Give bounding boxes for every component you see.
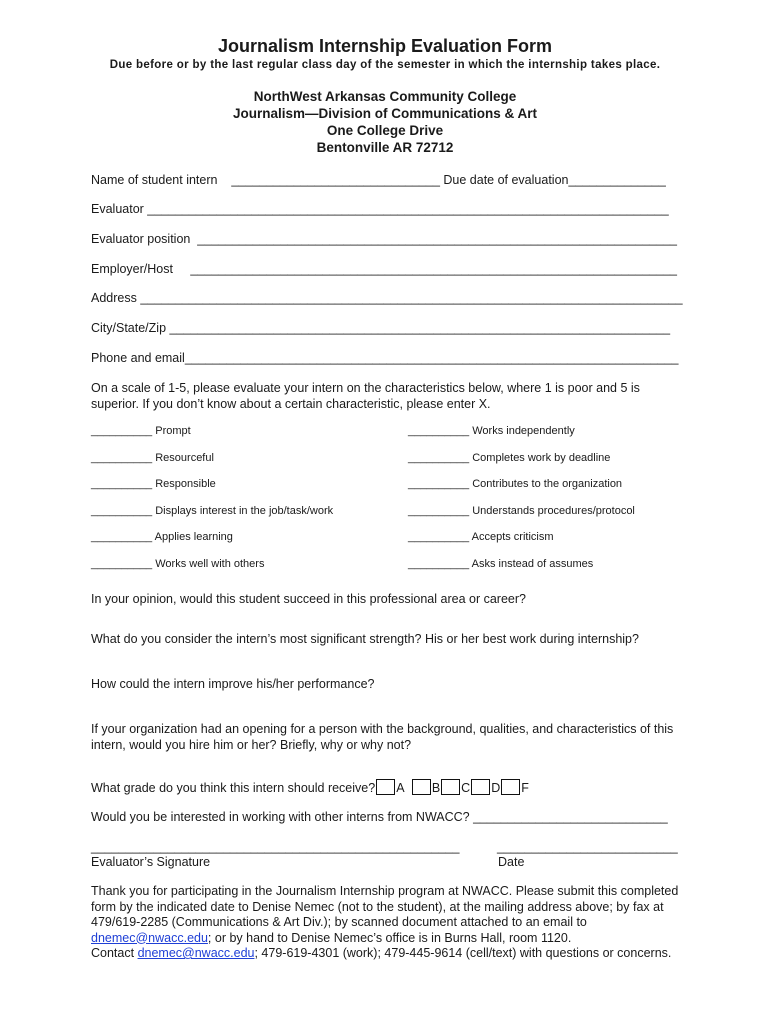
employer-field[interactable]: Employer/Host ______________________________________________________________________ [91,262,677,276]
city-state-zip-field[interactable]: City/State/Zip ________________________________________________________________________ [91,321,671,335]
grade-f-checkbox[interactable] [501,779,520,795]
grade-a-label: A [396,781,404,795]
work-with-others-field[interactable]: Would you be interested in working with other interns from NWACC? ____________________________ [91,810,668,824]
rating-instructions: On a scale of 1-5, please evaluate your intern on the characteristics below, where 1 is poor and 5 is superior. If you don’t know about a certain characteristic, please enter X. [91,381,640,411]
rating-item[interactable]: __________ Works well with others [91,558,265,570]
college-name: NorthWest Arkansas Community College [253,89,517,104]
rating-item[interactable]: __________ Contributes to the organization [408,478,623,490]
grade-d-checkbox[interactable] [471,779,490,795]
grade-c-label: C [461,781,471,795]
street-address: One College Drive [326,123,444,138]
signature-line[interactable]: _____________________________________________________ [91,840,460,854]
closing-text-2: ; or by hand to Denise Nemec’s office is in Burns Hall, room 1120. [207,930,572,945]
rating-item[interactable]: __________ Displays interest in the job/task/work [91,505,334,517]
rating-item[interactable]: __________ Asks instead of assumes [408,558,594,570]
grade-b-label: B [431,781,441,795]
rating-item[interactable]: __________ Works independently [408,425,575,437]
evaluator-position-field[interactable]: Evaluator position _____________________________________________________________________ [91,232,677,246]
grade-a-checkbox[interactable] [376,779,395,795]
closing-paragraph [91,884,691,962]
grade-d-label: D [491,781,501,795]
address-field[interactable]: Address ______________________________________________________________________________ [91,291,683,305]
rating-item[interactable]: __________ Understands procedures/protocol [408,505,635,517]
form-title: Journalism Internship Evaluation Form [217,36,553,56]
email-link-contact[interactable]: dnemec@nwacc.edu [137,946,255,960]
city-address: Bentonville AR 72712 [316,140,454,155]
student-name-field[interactable]: Name of student intern ______________________________ Due date of evaluation______________ [91,173,666,187]
date-label: Date [498,855,525,869]
date-line[interactable]: __________________________ [497,840,678,854]
form-subtitle: Due before or by the last regular class day of the semester in which the internship takes place. [109,59,661,71]
signature-label: Evaluator’s Signature [91,855,211,869]
grade-f-label: F [521,781,529,795]
grade-prompt: What grade do you think this intern should receive? [91,781,376,795]
question-strength: What do you consider the intern’s most significant strength? His or her best work during internship? [91,632,639,646]
rating-item[interactable]: __________ Responsible [91,478,216,490]
evaluator-field[interactable]: Evaluator ___________________________________________________________________________ [91,202,669,216]
rating-item[interactable]: __________ Accepts criticism [408,531,554,543]
rating-item[interactable]: __________ Completes work by deadline [408,452,611,464]
rating-item[interactable]: __________ Applies learning [91,531,233,543]
rating-item[interactable]: __________ Prompt [91,425,191,437]
rating-item[interactable]: __________ Resourceful [91,452,214,464]
grade-b-checkbox[interactable] [412,779,431,795]
email-link[interactable]: dnemec@nwacc.edu [91,930,208,945]
grade-question [91,779,529,795]
question-hire: If your organization had an opening for a person with the background, qualities, and characteristics of this intern, would you hire him or her? Briefly, why or why not? [91,722,674,752]
closing-text-4: ; 479-619-4301 (work); 479-445-9614 (cell/text) with questions or concerns. [254,946,672,960]
grade-c-checkbox[interactable] [441,779,460,795]
question-succeed: In your opinion, would this student succeed in this professional area or career? [91,592,526,606]
question-improve: How could the intern improve his/her performance? [91,677,375,691]
closing-text-1: Thank you for participating in the Journalism Internship program at NWACC. Please submit this completed form by the indicated date to Denise Nemec (not to the student), at the mailing address above; by fax at 479/619-2285 (Communications & Art Div.); by scanned document attached to an email to [91,884,679,929]
division-name: Journalism—Division of Communications & Art [232,106,538,121]
closing-text-3: Contact [91,946,138,960]
phone-email-field[interactable]: Phone and email_______________________________________________________________________ [91,351,679,365]
